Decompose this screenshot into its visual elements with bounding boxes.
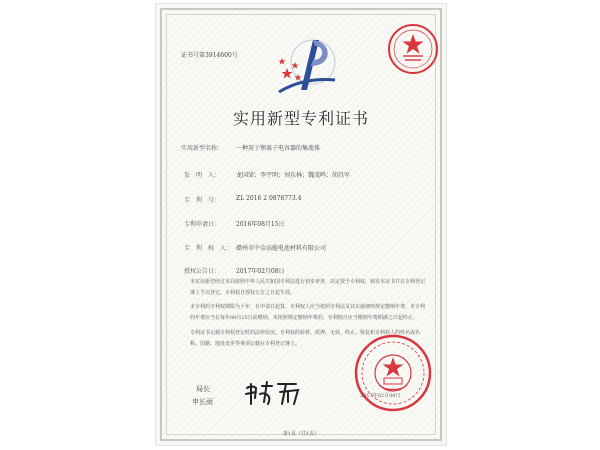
field-label-patentee: 专 利 权 人： (184, 245, 233, 252)
top-right-seal-icon (386, 22, 440, 76)
field-value-patent-number: ZL 2016 2 0878773.4 (236, 195, 302, 202)
signature-icon (242, 378, 304, 408)
field-label-inventors: 发 明 人： (184, 172, 221, 179)
sipo-logo-icon (275, 32, 339, 98)
field-value-grant-date: 2017年02月08日 (236, 268, 285, 275)
certificate-number: 证书号第3914600号 (181, 52, 238, 59)
field-label-utility-name: 实用新型名称： (181, 145, 224, 152)
page-footer: 第1页（共1页） (282, 431, 320, 437)
certificate-page (155, 3, 447, 446)
field-value-patentee: 赣州市中金高能电池材料有限公司 (236, 245, 327, 252)
body-paragraph-1: 本实用新型经过本局依照中华人民共和国专利法进行初步审查，决定授予专利权，颁发本证书并在专利登记簿上予以登记。专利权自授权公告之日起生效。 (190, 279, 426, 296)
body-paragraph-2: 本专利的专利权期限为十年，自申请日起算。专利权人应当依照专利法及其实施细则规定缴纳年费。本专利的年费应当在每年08月15日前缴纳。未按照规定缴纳年费的，专利权自应当缴纳年费期满之日起终止。 (190, 304, 426, 321)
body-paragraph-3: 专利证书记载专利权登记时的法律状况。专利权的转移、质押、无效、终止、恢复和专利权人的姓名或名称、国籍、地址变更等事项记载在专利登记簿上。 (190, 330, 421, 347)
field-label-application-date: 专利申请日： (184, 221, 221, 228)
field-label-grant-date: 授权公告日： (184, 268, 221, 275)
seal-date: 2017年02月08日 (360, 393, 401, 399)
field-value-inventors: 龙国梁；李宇明；刘东林；魏茂鸣；胡昌军 (236, 172, 351, 179)
certificate-title: 实用新型专利证书 (232, 109, 369, 128)
field-value-utility-name: 一种用于锂离子电容器的集流体 (236, 145, 321, 152)
field-label-patent-number: 专 利 号： (184, 197, 221, 204)
director-name-label: 申长雨 (192, 398, 213, 406)
field-value-application-date: 2016年08月15日 (236, 221, 285, 228)
director-title-label: 局长 (196, 385, 210, 393)
certificate-border (160, 8, 442, 441)
official-seal-icon (353, 333, 433, 413)
